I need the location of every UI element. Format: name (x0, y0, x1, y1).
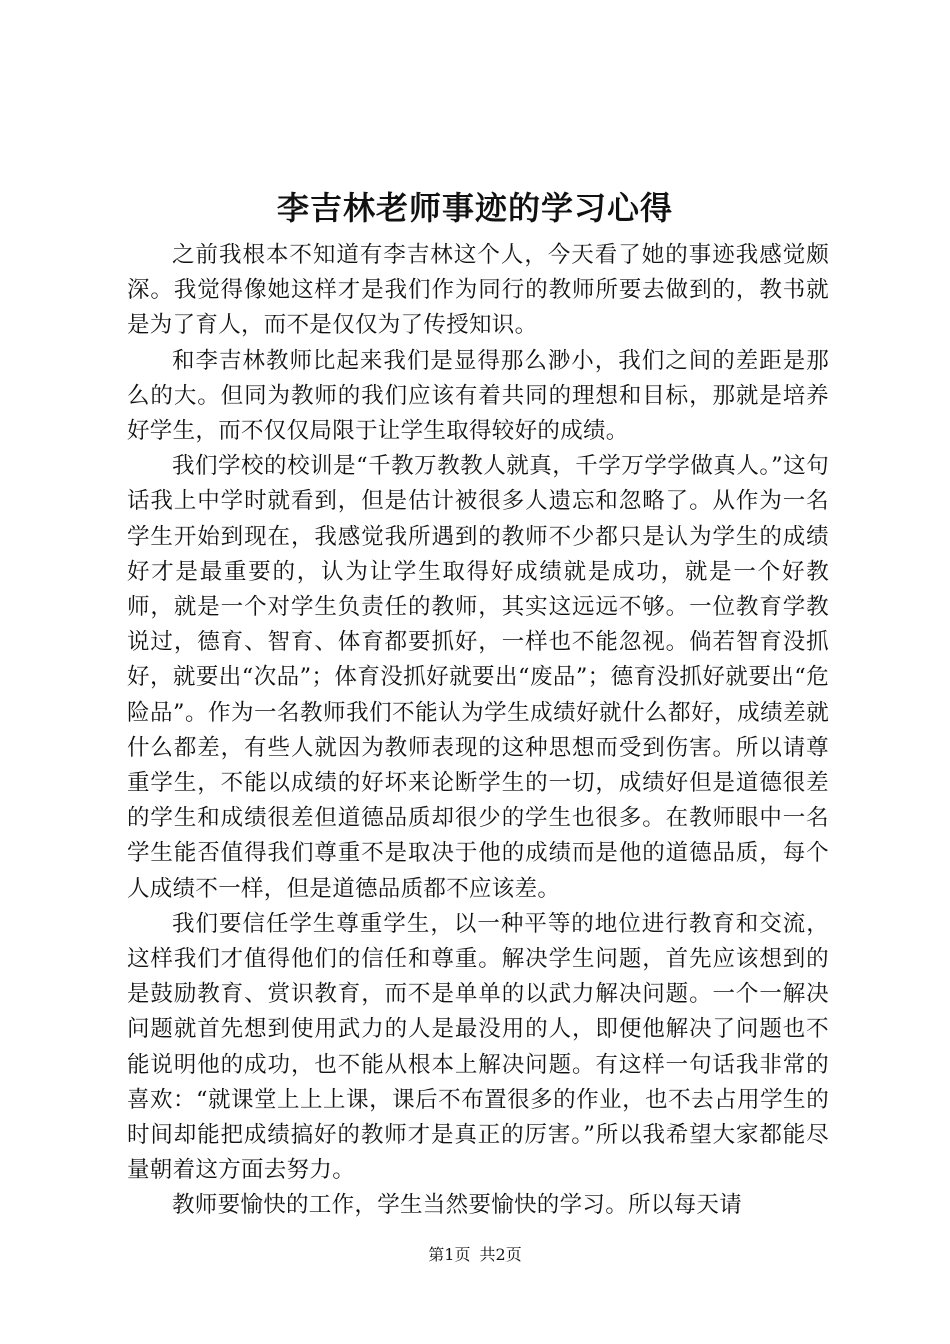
document-body (127, 238, 829, 1224)
paragraph: 和李吉林教师比起来我们是显得那么渺小，我们之间的差距是那么的大。但同为教师的我们应该有着共同的理想和目标，那就是培养好学生，而不仅仅局限于让学生取得较好的成绩。 (127, 347, 829, 445)
page-footer (0, 1243, 950, 1267)
paragraph: 我们学校的校训是“千教万教教人就真，千学万学学做真人。”这句话我上中学时就看到，但是估计被很多人遗忘和忽略了。从作为一名学生开始到现在，我感觉我所遇到的教师不少都只是认为学生的成绩好才是最重要的，认为让学生取得好成绩就是成功，就是一个好教师，就是一个对学生负责任的教师，其实这远远不够。一位教育学教说过，德育、智育、体育都要抓好，一样也不能忽视。倘若智育没抓好，就要出“次品”；体育没抓好就要出“废品”；德育没抓好就要出“危险品”。作为一名教师我们不能认为学生成绩好就什么都好，成绩差就什么都差，有些人就因为教师表现的这种思想而受到伤害。所以请尊重学生，不能以成绩的好坏来论断学生的一切，成绩好但是道德很差的学生和成绩很差但道德品质却很少的学生也很多。在教师眼中一名学生能否值得我们尊重不是取决于他的成绩而是他的道德品质，每个人成绩不一样，但是道德品质都不应该差。 (127, 453, 829, 902)
paragraph: 教师要愉快的工作，学生当然要愉快的学习。所以每天请 (172, 1192, 743, 1219)
page-number: 第1页 (428, 1245, 471, 1264)
document-title: 李吉林老师事迹的学习心得 (276, 189, 673, 227)
paragraph: 之前我根本不知道有李吉林这个人，今天看了她的事迹我感觉颇深。我觉得像她这样才是我们作为同行的教师所要去做到的，教书就是为了育人，而不是仅仅为了传授知识。 (127, 242, 829, 339)
paragraph: 我们要信任学生尊重学生，以一种平等的地位进行教育和交流，这样我们才值得他们的信任和尊重。解决学生问题，首先应该想到的是鼓励教育、赏识教育，而不是单单的以武力解决问题。一个一解决问题就首先想到使用武力的人是最没用的人，即便他解决了问题也不能说明他的成功，也不能从根本上解决问题。有这样一句话我非常的喜欢：“就课堂上上上课，课后不布置很多的作业，也不去占用学生的时间却能把成绩搞好的教师才是真正的厉害。”所以我希望大家都能尽量朝着这方面去努力。 (127, 910, 829, 1184)
page-total: 共2页 (479, 1245, 522, 1264)
